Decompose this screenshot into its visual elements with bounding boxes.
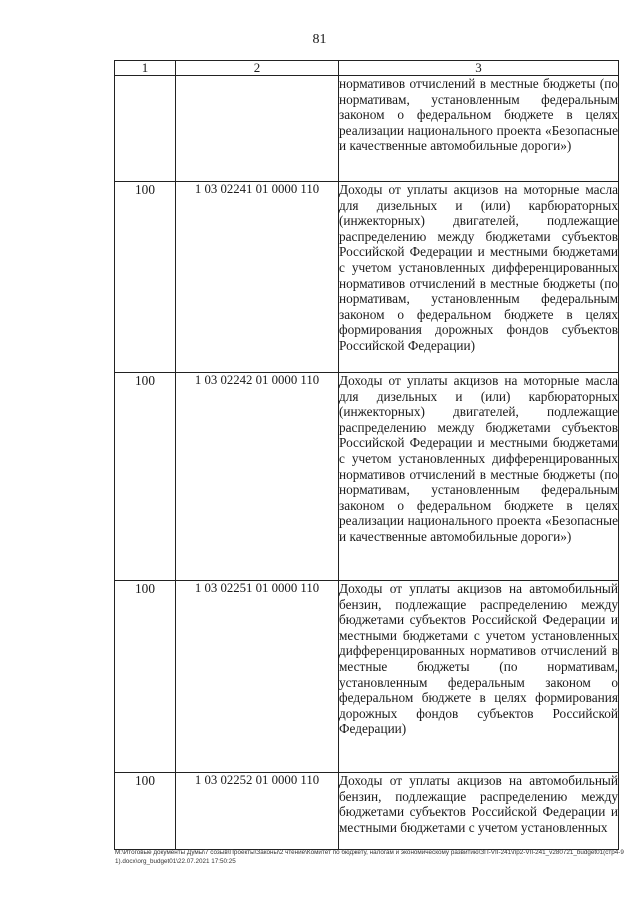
admin-code-cell: 100 xyxy=(115,581,176,773)
description-cell: Доходы от уплаты акцизов на автомобильный бензин, подлежащие распределению между бюджетами субъектов Российской Федерации и местными бюджетами с учетом установленных xyxy=(339,773,619,850)
table-header-row xyxy=(115,61,619,76)
table-row xyxy=(115,773,619,850)
revenue-codes-table xyxy=(114,60,619,850)
table-row xyxy=(115,581,619,773)
document-path-footer: M:\Итоговые документы Думы\7 созыв\Проекты\Законы\2 чтение\Комитет по бюджету, налогам и экономическому развитию\ЗП-VII-241\пр2-VII-241_v280721_budget01(стр4-91).docx\org_budget01\22.07.2021 17:50:25 xyxy=(115,849,624,865)
budget-code-cell: 1 03 02252 01 0000 110 xyxy=(176,773,339,850)
description-cell: Доходы от уплаты акцизов на моторные масла для дизельных и (или) карбюраторных (инжекторных) двигателей, подлежащие распределению между бюджетами субъектов Российской Федерации и местными бюджетами с учетом установленных дифференцированных нормативов отчислений в местные бюджеты (по нормативам, установленным федеральным законом о федеральном бюджете в целях реализации национального проекта «Безопасные и качественные автомобильные дороги») xyxy=(339,373,619,581)
table-row xyxy=(115,76,619,182)
page-number: 81 xyxy=(312,32,327,47)
table-row xyxy=(115,182,619,373)
budget-code-cell: 1 03 02251 01 0000 110 xyxy=(176,581,339,773)
description-cell: Доходы от уплаты акцизов на автомобильный бензин, подлежащие распределению между бюджетами субъектов Российской Федерации и местными бюджетами с учетом установленных дифференцированных нормативов отчислений в местные бюджеты (по нормативам, установленным федеральным законом о федеральном бюджете в целях формирования дорожных фондов субъектов Российской Федерации) xyxy=(339,581,619,773)
table-row xyxy=(115,373,619,581)
column-header-1: 1 xyxy=(115,61,176,76)
description-cell: Доходы от уплаты акцизов на моторные масла для дизельных и (или) карбюраторных (инжекторных) двигателей, подлежащие распределению между бюджетами субъектов Российской Федерации и местными бюджетами с учетом установленных дифференцированных нормативов отчислений в местные бюджеты (по нормативам, установленным федеральным законом о федеральном бюджете в целях формирования дорожных фондов субъектов Российской Федерации) xyxy=(339,182,619,373)
budget-code-cell: 1 03 02242 01 0000 110 xyxy=(176,373,339,581)
admin-code-cell: 100 xyxy=(115,182,176,373)
column-header-2: 2 xyxy=(176,61,339,76)
admin-code-cell: 100 xyxy=(115,773,176,850)
admin-code-cell xyxy=(115,76,176,182)
budget-code-cell: 1 03 02241 01 0000 110 xyxy=(176,182,339,373)
budget-code-cell xyxy=(176,76,339,182)
column-header-3: 3 xyxy=(339,61,619,76)
admin-code-cell: 100 xyxy=(115,373,176,581)
description-cell: нормативов отчислений в местные бюджеты (по нормативам, установленным федеральным законом о федеральном бюджете в целях реализации национального проекта «Безопасные и качественные автомобильные дороги») xyxy=(339,76,619,182)
